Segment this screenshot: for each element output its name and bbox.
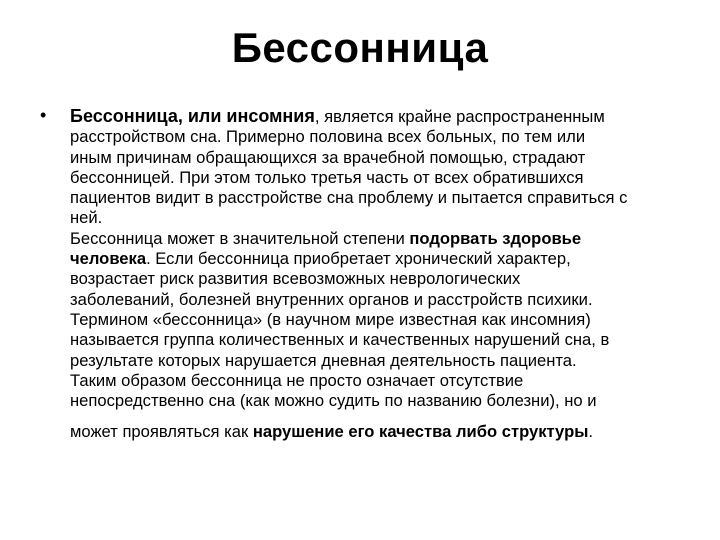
text-line: возрастает риск развития всевозможных неврологических: [70, 269, 521, 289]
text-line: ней.: [70, 208, 103, 228]
text-fragment: .: [588, 422, 593, 442]
bullet-text: [70, 106, 692, 443]
text-fragment: Бессонница может в значительной степени: [70, 228, 410, 248]
text-line: называется группа количественных и качественных нарушений сна, в: [70, 330, 610, 350]
text-line: результате которых нарушается дневная деятельность пациента.: [70, 350, 577, 370]
text-line: бессонницей. При этом только третья часть от всех обратившихся: [70, 167, 584, 187]
text-line: [70, 229, 692, 249]
text-line: [70, 249, 692, 269]
emphasis-text: человека: [70, 249, 147, 269]
text-fragment: . Если бессонница приобретает хронический характер,: [146, 249, 571, 269]
text-line: [70, 106, 692, 127]
slide-title: Бессонница: [231, 24, 489, 71]
bullet-marker: •: [40, 105, 47, 125]
text-line: заболеваний, болезней внутренних органов и расстройств психики.: [70, 289, 593, 309]
text-fragment: может проявляться как: [70, 422, 253, 442]
text-line: пациентов видит в расстройстве сна проблему и пытается справиться с: [70, 188, 628, 208]
emphasis-text: подорвать здоровье: [409, 228, 582, 248]
text-line: расстройством сна. Примерно половина всех больных, по тем или: [70, 127, 586, 147]
text-line: Термином «бессонница» (в научном мире известная как инсомния): [70, 309, 591, 329]
text-line: иным причинам обращающихся за врачебной помощью, страдают: [70, 147, 586, 167]
text-line: Таким образом бессонница не просто означает отсутствие: [70, 370, 524, 390]
lead-term: Бессонница, или инсомния: [70, 106, 315, 126]
paragraph-gap: [70, 411, 692, 422]
text-line: [70, 422, 692, 442]
emphasis-text: нарушение его качества либо структуры: [252, 422, 589, 442]
text-line: непосредственно сна (как можно судить по названию болезни), но и: [70, 391, 597, 411]
text-fragment: , является крайне распространенным: [314, 107, 605, 126]
